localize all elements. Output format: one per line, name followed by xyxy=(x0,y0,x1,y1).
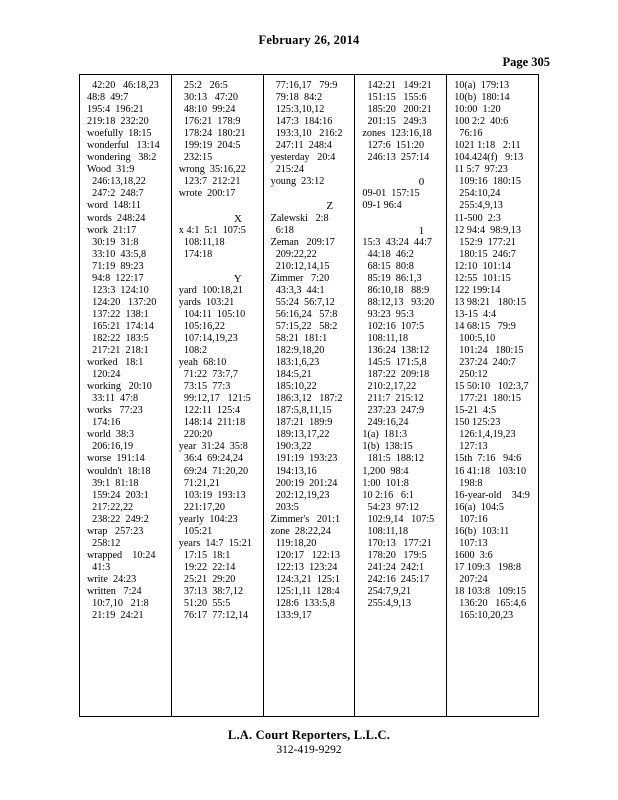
index-entry: 12 94:4 98:9,13 xyxy=(454,224,521,236)
index-entry: 151:15 155:6 xyxy=(362,92,427,104)
index-entry: 250:12 xyxy=(454,369,488,381)
index-column-2 xyxy=(171,75,263,716)
index-entry: 241:24 242:1 xyxy=(362,561,425,573)
index-entry: 177:21 180:15 xyxy=(454,393,521,405)
index-entry: 25:21 29:20 xyxy=(178,573,236,585)
index-entry: 247:11 248:4 xyxy=(270,140,332,152)
index-entry: 12:55 101:15 xyxy=(454,272,511,284)
index-entry: 13-15 4:4 xyxy=(454,308,497,320)
index-entry: 119:18,20 xyxy=(270,537,317,549)
index-entry: 15-21 4:5 xyxy=(454,405,497,417)
index-entry: works 77:23 xyxy=(87,405,143,417)
index-column-4 xyxy=(354,75,446,716)
index-entry: 16-year-old 34:9 xyxy=(454,489,530,501)
index-entry: Y xyxy=(195,272,242,285)
index-column-3 xyxy=(263,75,355,716)
index-entry: 174:18 xyxy=(178,248,213,260)
index-entry: 219:18 232:20 xyxy=(87,116,149,128)
index-entry: x 4:1 5:1 107:5 xyxy=(178,224,246,236)
index-entry: 147:3 184:16 xyxy=(270,116,333,128)
index-entry: 15:3 43:24 44:7 xyxy=(362,236,433,248)
index-entry: 187:22 209:18 xyxy=(362,369,430,381)
index-entry: 102:16 107:5 xyxy=(362,320,425,332)
index-entry: 71:21,21 xyxy=(178,477,220,489)
index-entry: Wood 31:9 xyxy=(87,164,135,176)
index-entry: 103:19 193:13 xyxy=(178,489,246,501)
index-entry: 136:24 138:12 xyxy=(362,345,430,357)
index-entry: 108:11,18 xyxy=(178,236,225,248)
column-3-lines xyxy=(264,80,355,622)
index-entry: 189:13,17,22 xyxy=(270,429,330,441)
index-column-1 xyxy=(80,75,171,716)
index-entry: 55:24 56:7,12 xyxy=(270,296,335,308)
index-entry: 174:16 xyxy=(87,417,121,429)
index-entry: 10:00 1:20 xyxy=(454,104,501,116)
index-entry: 107:14,19,23 xyxy=(178,332,238,344)
index-entry: worse 191:14 xyxy=(87,453,145,465)
index-entry: 16(a) 104:5 xyxy=(454,501,504,513)
index-entry: 1021 1:18 2:11 xyxy=(454,140,521,152)
index-entry: 21:19 24:21 xyxy=(87,610,144,622)
index-entry: 68:15 80:8 xyxy=(362,260,414,272)
index-entry: 37:13 38:7,12 xyxy=(178,585,244,597)
index-entry: 185:10,22 xyxy=(270,381,317,393)
index-entry: 88:12,13 93:20 xyxy=(362,296,435,308)
index-entry: 100:5,10 xyxy=(454,332,496,344)
index-entry: 122:13 123:24 xyxy=(270,561,338,573)
index-entry: Zimmer's 201:1 xyxy=(270,513,341,525)
index-entry: wouldn't 18:18 xyxy=(87,465,151,477)
index-entry: 255:4,9,13 xyxy=(454,200,503,212)
index-entry: 215:24 xyxy=(270,164,304,176)
index-entry: 126:1,4,19,23 xyxy=(454,429,516,441)
index-entry: 85:19 86:1,3 xyxy=(362,272,422,284)
index-entry: 187:5,8,11,15 xyxy=(270,405,332,417)
index-entry: 10(a) 179:13 xyxy=(454,80,510,91)
index-entry: words 248:24 xyxy=(87,212,146,224)
index-column-5 xyxy=(446,75,538,716)
index-entry: 09-1 96:4 xyxy=(362,200,402,212)
index-entry: 105:16,22 xyxy=(178,320,225,332)
index-entry: 13 98:21 180:15 xyxy=(454,296,527,308)
index-entry: 187:21 189:9 xyxy=(270,417,333,429)
index-entry: Zimmer 7:20 xyxy=(270,272,330,284)
index-entry: working 20:10 xyxy=(87,381,152,393)
index-entry: 178:20 179:5 xyxy=(362,549,427,561)
index-entry: 77:16,17 79:9 xyxy=(270,80,338,91)
index-entry: 42:20 46:18,23 xyxy=(87,80,159,91)
index-entry: 108:11,18 xyxy=(362,332,409,344)
index-entry: 104.424(f) 9:13 xyxy=(454,152,524,164)
index-entry: 137:22 138:1 xyxy=(87,308,149,320)
index-entry: 238:22 249:2 xyxy=(87,513,149,525)
index-entry: 165:10,20,23 xyxy=(454,610,514,622)
index-entry: 232:15 xyxy=(178,152,213,164)
index-entry: 69:24 71:20,20 xyxy=(178,465,249,477)
index-entry: 30:13 47:20 xyxy=(178,92,238,104)
index-entry: 1(a) 181:3 xyxy=(362,429,408,441)
index-entry: 10:7,10 21:8 xyxy=(87,598,149,610)
index-entry: 221:17,20 xyxy=(178,501,225,513)
index-entry: 12:10 101:14 xyxy=(454,260,511,272)
index-entry: 104:11 105:10 xyxy=(178,308,246,320)
index-entry: 186:3,12 187:2 xyxy=(270,393,343,405)
index-entry: yesterday 20:4 xyxy=(270,152,336,164)
index-entry: 93:23 95:3 xyxy=(362,308,414,320)
index-entry: 185:20 200:21 xyxy=(362,104,432,116)
index-entry: 254:7,9,21 xyxy=(362,585,412,597)
index-entry: 199:19 204:5 xyxy=(178,140,241,152)
index-entry: 48:8 49:7 xyxy=(87,92,129,104)
index-entry: 10(b) 180:14 xyxy=(454,92,510,104)
index-entry: 125:3,10,12 xyxy=(270,104,325,116)
index-entry: 122:11 125:4 xyxy=(178,405,241,417)
index-entry: 94:8 122:17 xyxy=(87,272,144,284)
index-entry: 122 199:14 xyxy=(454,284,501,296)
index-entry: 1600 3:6 xyxy=(454,549,493,561)
index-entry: 107:16 xyxy=(454,513,488,525)
index-entry: 211:7 215:12 xyxy=(362,393,424,405)
index-entry: 209:22,22 xyxy=(270,248,317,260)
document-date: February 26, 2014 xyxy=(258,33,360,47)
index-entry: 133:9,17 xyxy=(270,610,312,622)
index-entry: 128:6 133:5,8 xyxy=(270,598,335,610)
index-entry: 39:1 81:18 xyxy=(87,477,139,489)
index-entry: 142:21 149:21 xyxy=(362,80,432,91)
index-entry xyxy=(362,213,442,225)
index-entry: 101:24 180:15 xyxy=(454,345,524,357)
index-entry: wrote 200:17 xyxy=(178,188,236,200)
index-entry: 30:19 31:8 xyxy=(87,236,139,248)
index-entry: 57:15,22 58:2 xyxy=(270,320,338,332)
index-entry: yard 100:18,21 xyxy=(178,284,244,296)
index-entry: years 14:7 15:21 xyxy=(178,537,252,549)
index-entry: 124:3,21 125:1 xyxy=(270,573,340,585)
index-entry: 182:9,18,20 xyxy=(270,345,325,357)
index-entry xyxy=(179,200,259,212)
index-entry: 120:17 122:13 xyxy=(270,549,340,561)
index-entry: 152:9 177:21 xyxy=(454,236,516,248)
index-entry: 36:4 69:24,24 xyxy=(178,453,244,465)
index-entry: Zeman 209:17 xyxy=(270,236,335,248)
index-entry: 43:3,3 44:1 xyxy=(270,284,325,296)
index-entry: 16 41:18 103:10 xyxy=(454,465,527,477)
index-entry: 190:3,22 xyxy=(270,441,312,453)
index-entry: 11-500 2:3 xyxy=(454,212,501,224)
index-entry xyxy=(271,188,351,200)
index-entry: 105:21 xyxy=(178,525,213,537)
column-5-lines xyxy=(447,80,538,622)
index-entry: 17:15 18:1 xyxy=(178,549,231,561)
index-entry: 108:2 xyxy=(178,345,208,357)
index-entry: 181:5 188:12 xyxy=(362,453,425,465)
index-entry: 1(b) 138:15 xyxy=(362,441,413,453)
index-entry: 246:13,18,22 xyxy=(87,176,146,188)
index-entry: 176:21 178:9 xyxy=(178,116,241,128)
index-entry: 210:2,17,22 xyxy=(362,381,417,393)
index-entry: 193:3,10 216:2 xyxy=(270,128,343,140)
index-entry: word 148:11 xyxy=(87,200,141,212)
index-entry: 246:13 257:14 xyxy=(362,152,430,164)
index-entry: 19:22 22:14 xyxy=(178,561,236,573)
index-entry: work 21:17 xyxy=(87,224,137,236)
index-entry: 79:18 84:2 xyxy=(270,92,323,104)
index-entry: 203:5 xyxy=(270,501,299,513)
index-entry: 18 103:8 109:15 xyxy=(454,585,527,597)
index-entry: 1:00 101:8 xyxy=(362,477,409,489)
index-entry: Z xyxy=(287,200,334,213)
index-entry: 76:16 xyxy=(454,128,483,140)
index-entry: 6:18 xyxy=(270,224,294,236)
column-2-lines xyxy=(172,80,263,622)
index-entry: 198:8 xyxy=(454,477,483,489)
index-entry: 207:24 xyxy=(454,573,488,585)
index-entry: young 23:12 xyxy=(270,176,325,188)
index-entry: 170:13 177:21 xyxy=(362,537,432,549)
index-entry: write 24:23 xyxy=(87,573,137,585)
index-entry: 100 2:2 40:6 xyxy=(454,116,509,128)
index-entry: worked 18:1 xyxy=(87,357,144,369)
reporter-phone: 312-419-9292 xyxy=(276,744,342,756)
index-entry: 237:24 240:7 xyxy=(454,357,516,369)
index-entry: 124:20 137:20 xyxy=(87,296,157,308)
index-entry: 125:1,11 128:4 xyxy=(270,585,340,597)
index-entry: 255:4,9,13 xyxy=(362,598,412,610)
index-entry: 145:5 171:5,8 xyxy=(362,357,427,369)
index-entry xyxy=(179,261,259,273)
index-entry: wrap 257:23 xyxy=(87,525,144,537)
index-entry: 73:15 77:3 xyxy=(178,381,231,393)
index-entry: 17 109:3 198:8 xyxy=(454,561,521,573)
page-number: Page 305 xyxy=(502,55,550,69)
index-entry: 41:3 xyxy=(87,561,111,573)
index-entry: 159:24 203:1 xyxy=(87,489,149,501)
index-entry: 71:22 73:7,7 xyxy=(178,369,238,381)
index-entry: 0 xyxy=(380,176,425,189)
index-entry xyxy=(362,164,442,176)
index-entry: 11 5:7 97:23 xyxy=(454,164,508,176)
index-entry: 148:14 211:18 xyxy=(178,417,246,429)
column-1-lines xyxy=(80,80,171,622)
index-entry: zones 123:16,18 xyxy=(362,128,432,140)
index-entry: 120:24 xyxy=(87,369,121,381)
index-entry: Zalewski 2:8 xyxy=(270,212,329,224)
index-entry: 220:20 xyxy=(178,429,213,441)
index-entry: 258:12 xyxy=(87,537,121,549)
index-entry: 217:21 218:1 xyxy=(87,345,149,357)
index-entry: 247:2 248:7 xyxy=(87,188,144,200)
index-entry: 33:10 43:5,8 xyxy=(87,248,147,260)
index-entry: 102:9,14 107:5 xyxy=(362,513,435,525)
index-entry: 237:23 247:9 xyxy=(362,405,425,417)
index-columns-box xyxy=(79,74,539,717)
index-entry: 183:1,6,23 xyxy=(270,357,320,369)
index-entry: world 38:3 xyxy=(87,429,134,441)
index-entry: 1,200 98:4 xyxy=(362,465,409,477)
index-entry: 217:22,22 xyxy=(87,501,134,513)
index-entry: yards 103:21 xyxy=(178,296,235,308)
index-entry: 249:16,24 xyxy=(362,417,409,429)
index-entry: 76:17 77:12,14 xyxy=(178,610,249,622)
index-entry: 109:16 180:15 xyxy=(454,176,521,188)
index-entry: woefully 18:15 xyxy=(87,128,152,140)
index-entry: 56:16,24 57:8 xyxy=(270,308,338,320)
index-entry: 182:22 183:5 xyxy=(87,332,149,344)
index-entry: 180:15 246:7 xyxy=(454,248,516,260)
index-entry: 15 50:10 102:3,7 xyxy=(454,381,529,393)
index-entry: 51:20 55:5 xyxy=(178,598,231,610)
index-entry: yearly 104:23 xyxy=(178,513,238,525)
index-entry: wrapped 10:24 xyxy=(87,549,156,561)
index-entry: 136:20 165:4,6 xyxy=(454,598,527,610)
index-entry: 123:3 124:10 xyxy=(87,284,149,296)
index-entry: 127:13 xyxy=(454,441,488,453)
index-entry: 86:10,18 88:9 xyxy=(362,284,430,296)
index-entry: 254:10,24 xyxy=(454,188,501,200)
index-entry: 25:2 26:5 xyxy=(178,80,228,91)
index-entry: 150 125:23 xyxy=(454,417,501,429)
index-entry: 99:12,17 121:5 xyxy=(178,393,251,405)
index-entry: 33:11 47:8 xyxy=(87,393,139,405)
reporter-company: L.A. Court Reporters, L.L.C. xyxy=(227,728,391,742)
index-entry: 44:18 46:2 xyxy=(362,248,414,260)
index-entry: zone 28:22,24 xyxy=(270,525,331,537)
index-entry: 191:19 193:23 xyxy=(270,453,338,465)
index-entry: written 7:24 xyxy=(87,585,142,597)
index-entry: X xyxy=(195,212,242,225)
column-4-lines xyxy=(355,80,446,610)
index-entry: 48:10 99:24 xyxy=(178,104,236,116)
index-entry: 127:6 151:20 xyxy=(362,140,425,152)
index-entry: yeah 68:10 xyxy=(178,357,227,369)
index-entry: 165:21 174:14 xyxy=(87,320,154,332)
index-entry: 206:16,19 xyxy=(87,441,134,453)
index-entry: 242:16 245:17 xyxy=(362,573,430,585)
index-entry: 1 xyxy=(380,224,425,237)
index-entry: wonderful 13:14 xyxy=(87,140,160,152)
index-entry: 14 68:15 79:9 xyxy=(454,320,516,332)
index-entry: 108:11,18 xyxy=(362,525,409,537)
index-entry: 195:4 196:21 xyxy=(87,104,144,116)
index-entry: year 31:24 35:8 xyxy=(178,441,248,453)
index-entry: 58:21 181:1 xyxy=(270,332,328,344)
index-entry: 71:19 89:23 xyxy=(87,260,144,272)
page-footer xyxy=(0,728,618,756)
index-entry: 107:13 xyxy=(454,537,488,549)
index-entry: 54:23 97:12 xyxy=(362,501,419,513)
index-entry: 15th 7:16 94:6 xyxy=(454,453,522,465)
index-entry: 123:7 212:21 xyxy=(178,176,241,188)
index-entry: wondering 38:2 xyxy=(87,152,157,164)
index-entry: 202:12,19,23 xyxy=(270,489,330,501)
index-entry: 210:12,14,15 xyxy=(270,260,330,272)
index-entry: 184:5,21 xyxy=(270,369,312,381)
index-entry: 16(b) 103:11 xyxy=(454,525,510,537)
index-entry: 178:24 180:21 xyxy=(178,128,246,140)
index-entry: 10 2:16 6:1 xyxy=(362,489,414,501)
index-entry: wrong 35:16,22 xyxy=(178,164,246,176)
index-entry: 194:13,16 xyxy=(270,465,317,477)
index-entry: 201:15 249:3 xyxy=(362,116,427,128)
index-entry: 200:19 201:24 xyxy=(270,477,338,489)
index-entry: 09-01 157:15 xyxy=(362,188,420,200)
